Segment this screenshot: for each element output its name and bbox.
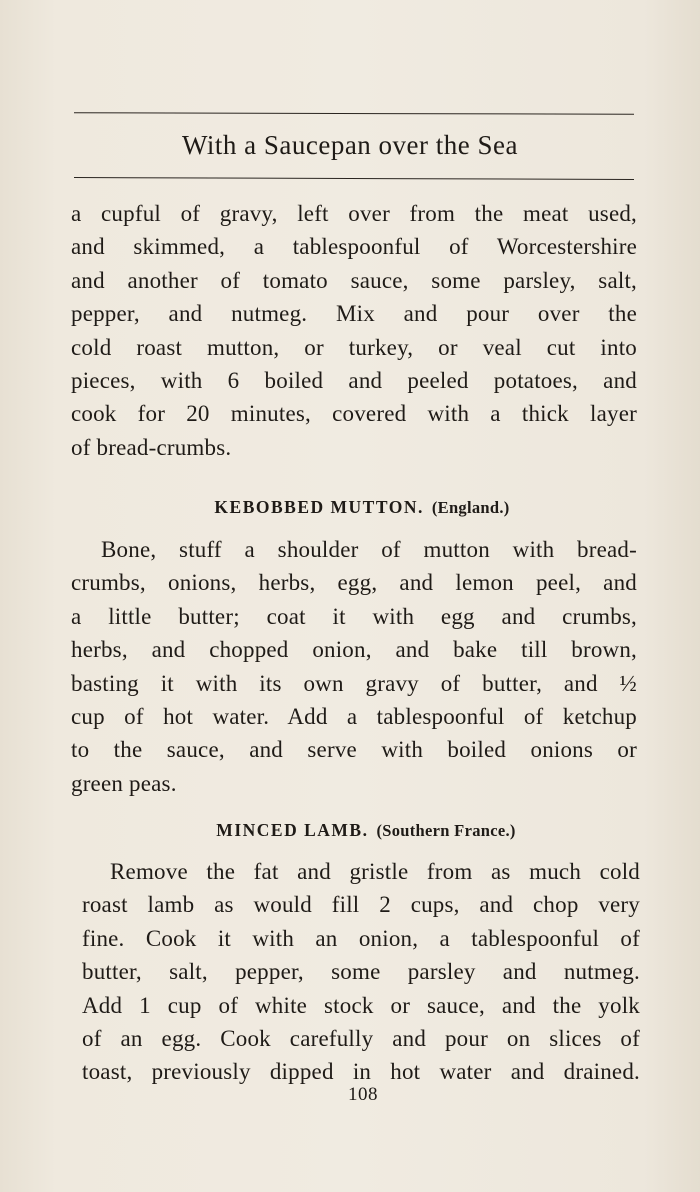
text-line: crumbs, onions, herbs, egg, and lemon peel, and — [71, 570, 637, 596]
recipe-body-minced-lamb — [82, 855, 640, 1089]
text-line: a cupful of gravy, left over from the meat used, — [71, 201, 637, 226]
header-rule-top — [74, 112, 634, 114]
text-line: and another of tomato sauce, some parsley, salt, — [71, 267, 637, 293]
text-line: basting it with its own gravy of butter, and ½ — [71, 670, 637, 696]
text-line: butter, salt, pepper, some parsley and nutmeg. — [82, 959, 640, 985]
text-line: fine. Cook it with an onion, a tablespoonful of — [82, 925, 640, 951]
text-line: a little butter; coat it with egg and crumbs, — [71, 603, 637, 629]
recipe-origin: (England.) — [431, 498, 510, 517]
text-line: Remove the fat and gristle from as much cold — [110, 859, 640, 884]
text-line: cold roast mutton, or turkey, or veal cut into — [71, 334, 637, 360]
recipe-title-kebobbed-mutton — [12, 497, 700, 518]
text-line: herbs, and chopped onion, and bake till brown, — [71, 637, 637, 663]
text-line: green peas. — [71, 770, 177, 796]
text-line: Bone, stuff a shoulder of mutton with bread- — [101, 537, 637, 562]
page-number: 108 — [348, 1084, 378, 1105]
recipe-origin: (Southern France.) — [376, 821, 516, 840]
text-line: toast, previously dipped in hot water and drained. — [82, 1059, 640, 1085]
recipe-title-text: MINCED LAMB. — [216, 820, 369, 840]
text-line: roast lamb as would fill 2 cups, and chop very — [82, 892, 640, 918]
text-line: of an egg. Cook carefully and pour on slices of — [82, 1025, 640, 1051]
text-line: cook for 20 minutes, covered with a thick layer — [71, 401, 637, 427]
recipe-body-kebobbed-mutton — [71, 533, 637, 800]
text-line: cup of hot water. Add a tablespoonful of ketchup — [71, 703, 637, 729]
text-line: pieces, with 6 boiled and peeled potatoes, and — [71, 367, 637, 393]
text-line: and skimmed, a tablespoonful of Worcestershire — [71, 234, 637, 260]
text-line: pepper, and nutmeg. Mix and pour over the — [71, 301, 637, 327]
text-line: of bread-crumbs. — [71, 434, 232, 460]
running-head: With a Saucepan over the Sea — [181, 130, 519, 160]
text-line: Add 1 cup of white stock or sauce, and the yolk — [82, 992, 640, 1018]
recipe-title-minced-lamb — [16, 820, 700, 841]
continued-paragraph — [71, 197, 637, 464]
header-rule-bottom — [74, 177, 634, 180]
recipe-title-text: KEBOBBED MUTTON. — [214, 497, 424, 517]
text-line: to the sauce, and serve with boiled onions or — [71, 737, 637, 763]
